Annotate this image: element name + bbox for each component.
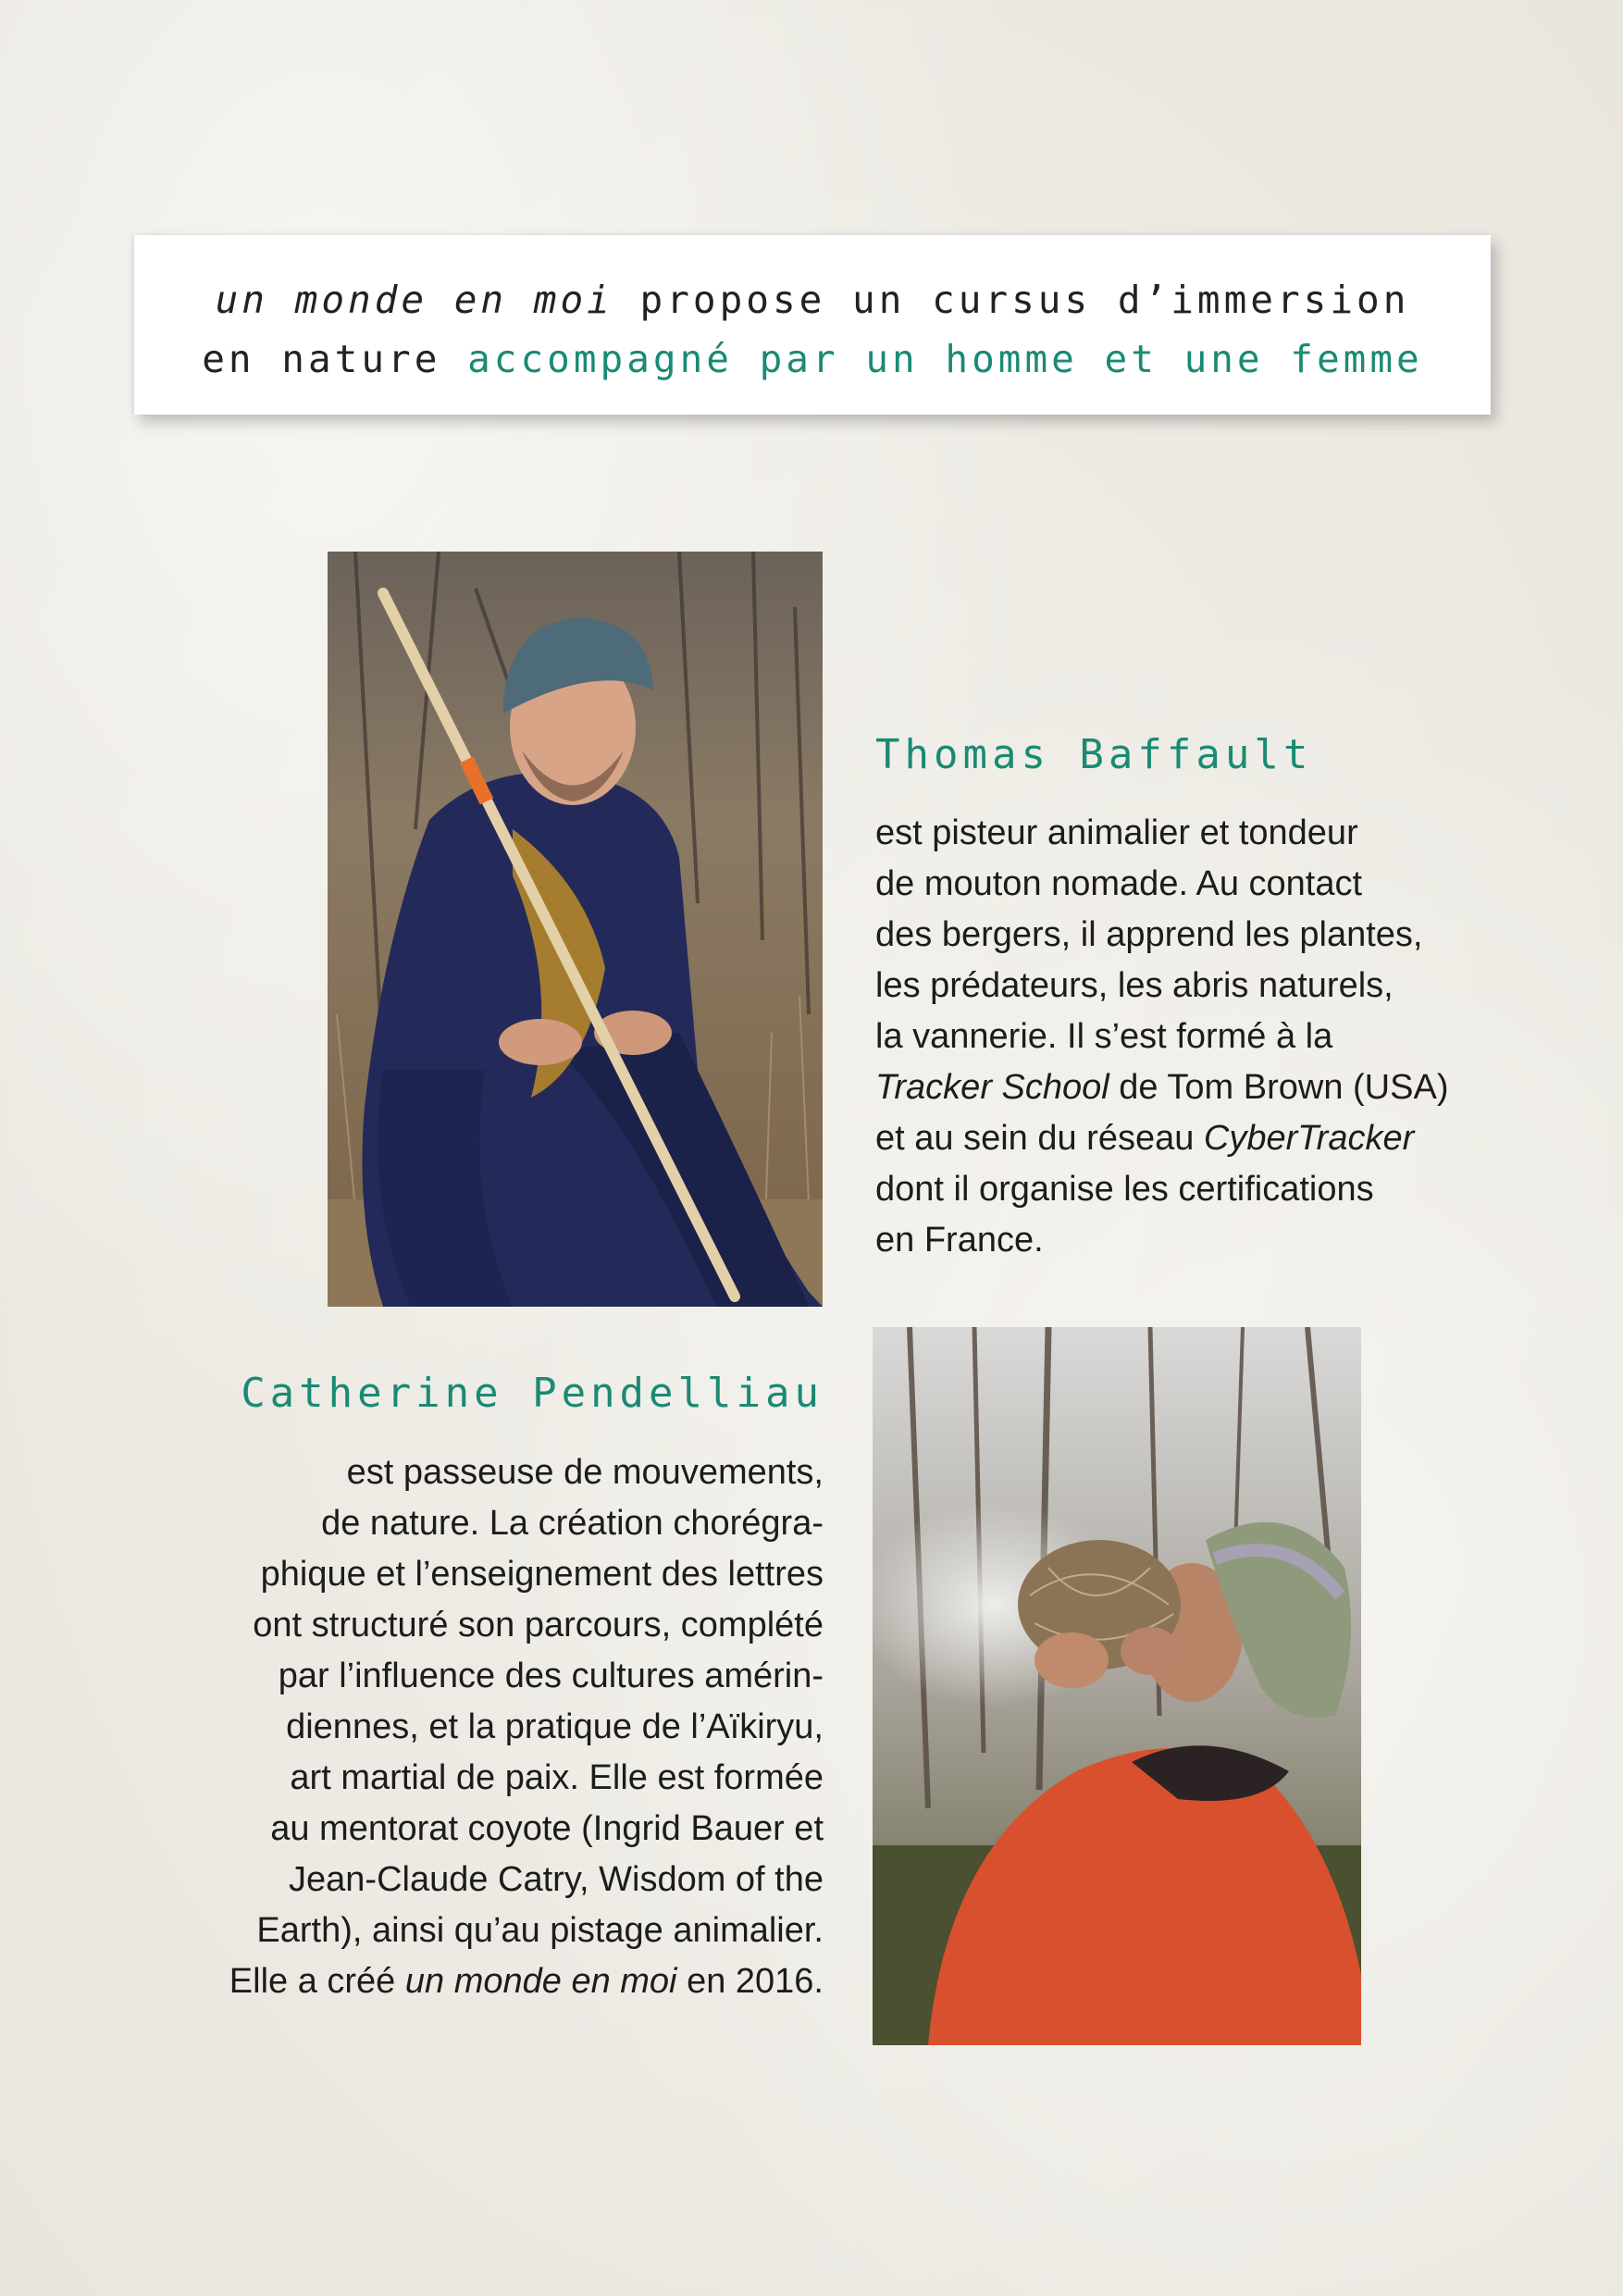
- intro-line-2: en nature accompagné par un homme et une femme: [202, 337, 1423, 381]
- catherine-photo: [873, 1327, 1361, 2045]
- brand-name-inline: un monde en moi: [404, 1962, 677, 2001]
- catherine-bio: est passeuse de mouvements, de nature. La création chorégra- phique et l’enseignement des lettres ont structuré son parcours, complété par l’influence des cultures amérin- diennes, et la pratique de l’Aïkiryu, art martial de paix. Elle est formée au mentorat coyote (Ingrid Bauer et Jean-Claude Catry, Wisdom of the Earth), ainsi qu’au pistage animalier. Elle a créé un monde en moi en 2016.: [229, 1453, 824, 2001]
- intro-accent-text: accompagné par un homme et une femme: [467, 337, 1423, 381]
- thomas-bio: est pisteur animalier et tondeur de mouton nomade. Au contact des bergers, il apprend les plantes, les prédateurs, les abris naturels, la vannerie. Il s’est formé à la Tracker School de Tom Brown (USA) et au sein du réseau CyberTracker dont il organise les certifications en France.: [875, 813, 1449, 1260]
- tracker-school: Tracker School: [875, 1068, 1109, 1107]
- brand-name: un monde en moi: [215, 278, 613, 322]
- intro-banner: [134, 235, 1491, 415]
- intro-line-1: un monde en moi propose un cursus d’immersion: [215, 278, 1410, 322]
- thomas-name: Thomas Baffault: [875, 731, 1313, 778]
- thomas-photo: [328, 552, 823, 1307]
- catherine-name: Catherine Pendelliau: [241, 1370, 824, 1417]
- cybertracker: CyberTracker: [1203, 1119, 1415, 1158]
